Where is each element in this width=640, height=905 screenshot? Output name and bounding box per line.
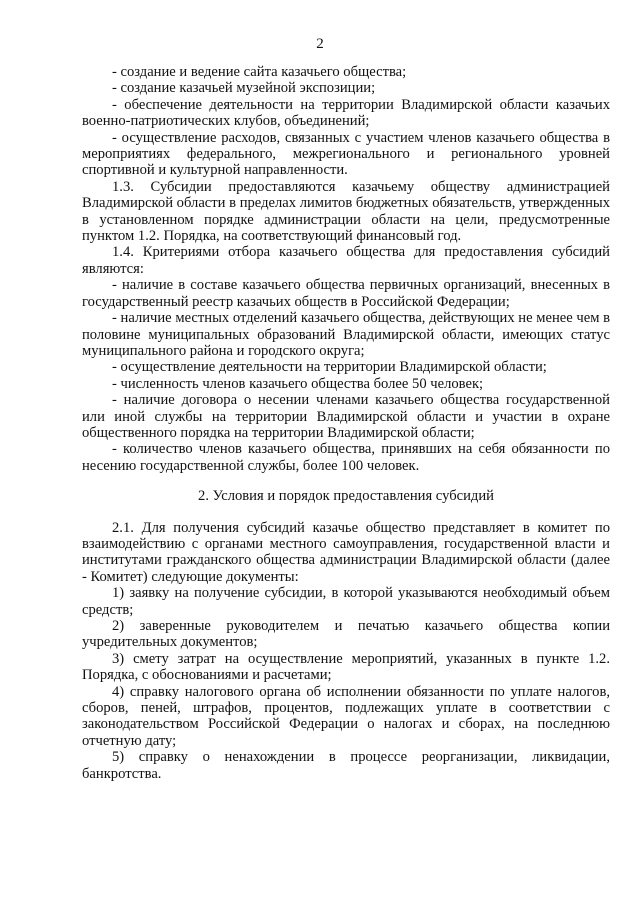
document-body — [82, 64, 610, 782]
paragraph: 5) справку о ненахождении в процессе реорганизации, ликвидации, банкротства. — [82, 749, 610, 782]
paragraph: - создание казачьей музейной экспозиции; — [112, 80, 376, 97]
paragraph: - осуществление деятельности на территории Владимирской области; — [112, 359, 547, 376]
paragraph: - наличие в составе казачьего общества первичных организаций, внесенных в государственный реестр казачьих обществ в Российской Федерации; — [82, 277, 610, 310]
paragraph: 2) заверенные руководителем и печатью казачьего общества копии учредительных документов; — [82, 618, 610, 651]
paragraph: - численность членов казачьего общества более 50 человек; — [112, 375, 484, 392]
paragraph: 4) справку налогового органа об исполнении обязанности по уплате налогов, сборов, пеней, штрафов, процентов, подлежащих уплате в соответствии с законодательством Российской Федерации о налогах и сборах, на последнюю отчетную дату; — [82, 683, 610, 749]
section-heading: 2. Условия и порядок предоставления субсидий — [198, 488, 494, 505]
paragraph: 1.4. Критериями отбора казачьего общества для предоставления субсидий являются: — [82, 244, 610, 277]
page-number: 2 — [316, 36, 324, 52]
paragraph: 2.1. Для получения субсидий казачье общество представляет в комитет по взаимодействию с органами местного самоуправления, государственной власти и институтами гражданского общества администрации Владимирской области (далее - Комитет) следующие документы: — [82, 519, 610, 585]
paragraph: 1.3. Субсидии предоставляются казачьему обществу администрацией Владимирской области в пределах лимитов бюджетных обязательств, утвержденных в установленном порядке администрации области на цели, предусмотренные пунктом 1.2. Порядка, на соответствующий финансовый год. — [82, 178, 610, 245]
paragraph: - наличие местных отделений казачьего общества, действующих не менее чем в половине муниципальных образований Владимирской области, имеющих статус муниципального района и городского округа; — [82, 310, 610, 359]
paragraph: 1) заявку на получение субсидии, в которой указываются необходимый объем средств; — [82, 585, 610, 618]
paragraph: - количество членов казачьего общества, принявших на себя обязанности по несению государственной службы, более 100 человек. — [82, 441, 610, 474]
paragraph: - обеспечение деятельности на территории Владимирской области казачьих военно-патриотических клубов, объединений; — [82, 96, 610, 130]
paragraph: 3) смету затрат на осуществление мероприятий, указанных в пункте 1.2. Порядка, с обоснованиями и расчетами; — [82, 650, 610, 684]
paragraph: - создание и ведение сайта казачьего общества; — [112, 64, 407, 80]
paragraph: - осуществление расходов, связанных с участием членов казачьего общества в мероприятиях федерального, межрегионального и регионального уровней спортивной и культурной направленности. — [82, 129, 610, 179]
paragraph: - наличие договора о несении членами казачьего общества государственной или иной службы на территории Владимирской области и участии в охране общественного порядка на территории Владимирской области; — [82, 392, 610, 441]
